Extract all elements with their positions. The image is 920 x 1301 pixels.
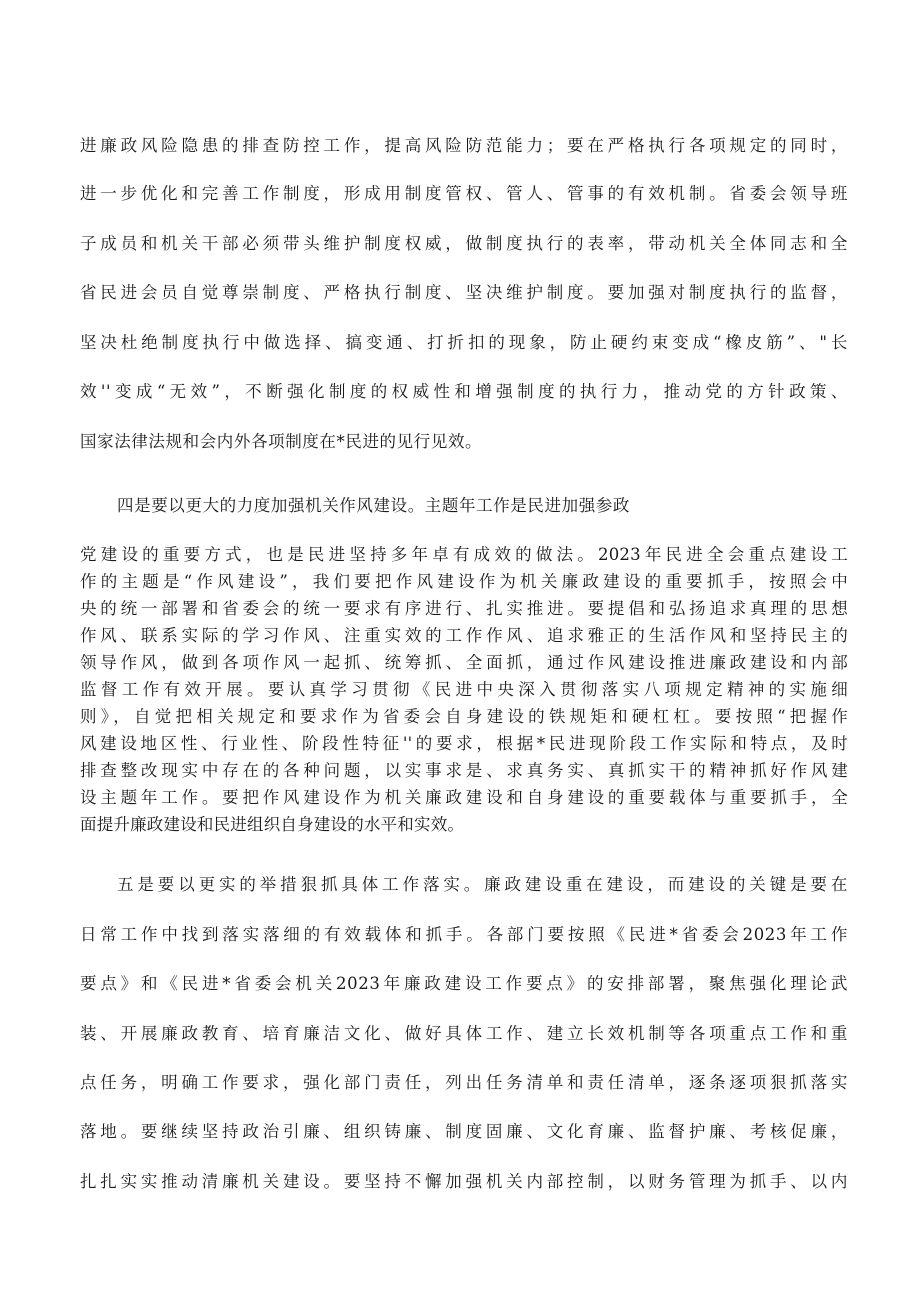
paragraph-line: 点任务，明确工作要求，强化部门责任，列出任务清单和责任清单，逐条逐项狠抓落实 [80, 1073, 848, 1092]
paragraph-line: 排查整改现实中存在的各种问题，以实事求是、求真务实、真抓实干的精神抓好作风建 [80, 761, 848, 780]
paragraph-line: 装、开展廉政教育、培育廉洁文化、做好具体工作、建立长效机制等各项重点工作和重 [80, 1024, 848, 1043]
paragraph-line: 坚决杜绝制度执行中做选择、搞变通、打折扣的现象，防止硬约束变成“橡皮筋”、"长 [80, 333, 848, 352]
paragraph-line: 面提升廉政建设和民进组织自身建设的水平和实效。 [80, 815, 465, 834]
paragraph-line: 省民进会员自觉尊崇制度、严格执行制度、坚决维护制度。要加强对制度执行的监督， [80, 283, 848, 302]
paragraph-line: 央的统一部署和省委会的统一要求有序进行、扎实推进。要提倡和弘扬追求真理的思想 [80, 599, 848, 618]
paragraph-line: 要点》和《民进*省委会机关2023年廉政建设工作要点》的安排部署，聚焦强化理论武 [80, 974, 848, 993]
paragraph-line: 监督工作有效开展。要认真学习贯彻《民进中央深入贯彻落实八项规定精神的实施细 [80, 680, 848, 699]
paragraph-line: 效''变成“无效”，不断强化制度的权威性和增强制度的执行力，推动党的方针政策、 [80, 382, 848, 401]
paragraph-line: 设主题年工作。要把作风建设作为机关廉政建设和自身建设的重要载体与重要抓手，全 [80, 788, 848, 807]
paragraph-line: 日常工作中找到落实落细的有效载体和抓手。各部门要按照《民进*省委会2023年工作 [80, 925, 848, 944]
paragraph-line: 风建设地区性、行业性、阶段性特征''的要求，根据*民进现阶段工作实际和特点，及时 [80, 734, 848, 753]
paragraph-line: 扎扎实实推动清廉机关建设。要坚持不懈加强机关内部控制，以财务管理为抓手、以内 [80, 1172, 848, 1191]
paragraph-line: 五是要以更实的举措狠抓具体工作落实。廉政建设重在建设，而建设的关键是要在 [117, 875, 848, 894]
paragraph-line: 进一步优化和完善工作制度，形成用制度管权、管人、管事的有效机制。省委会领导班 [80, 184, 848, 203]
paragraph-line: 作风、联系实际的学习作风、注重实效的工作作风、追求雅正的生活作风和坚持民主的 [80, 626, 848, 645]
paragraph-line: 则》，自觉把相关规定和要求作为省委会自身建设的铁规矩和硬杠杠。要按照“把握作 [80, 707, 848, 726]
paragraph-line: 落地。要继续坚持政治引廉、组织铸廉、制度固廉、文化育廉、监督护廉、考核促廉， [80, 1122, 848, 1141]
paragraph-line: 领导作风，做到各项作风一起抓、统筹抓、全面抓，通过作风建设推进廉政建设和内部 [80, 653, 848, 672]
paragraph-line: 党建设的重要方式，也是民进坚持多年卓有成效的做法。2023年民进全会重点建设工 [80, 545, 848, 564]
paragraph-line: 国家法律法规和会内外各项制度在*民进的见行见效。 [80, 432, 483, 451]
paragraph-line: 四是要以更大的力度加强机关作风建设。主题年工作是民进加强参政 [117, 496, 630, 515]
paragraph-line: 进廉政风险隐患的排查防控工作，提高风险防范能力；要在严格执行各项规定的同时， [80, 136, 848, 155]
paragraph-line: 子成员和机关干部必须带头维护制度权威，做制度执行的表率，带动机关全体同志和全 [80, 234, 848, 253]
paragraph-line: 作的主题是“作风建设”，我们要把作风建设作为机关廉政建设的重要抓手，按照会中 [80, 572, 848, 591]
